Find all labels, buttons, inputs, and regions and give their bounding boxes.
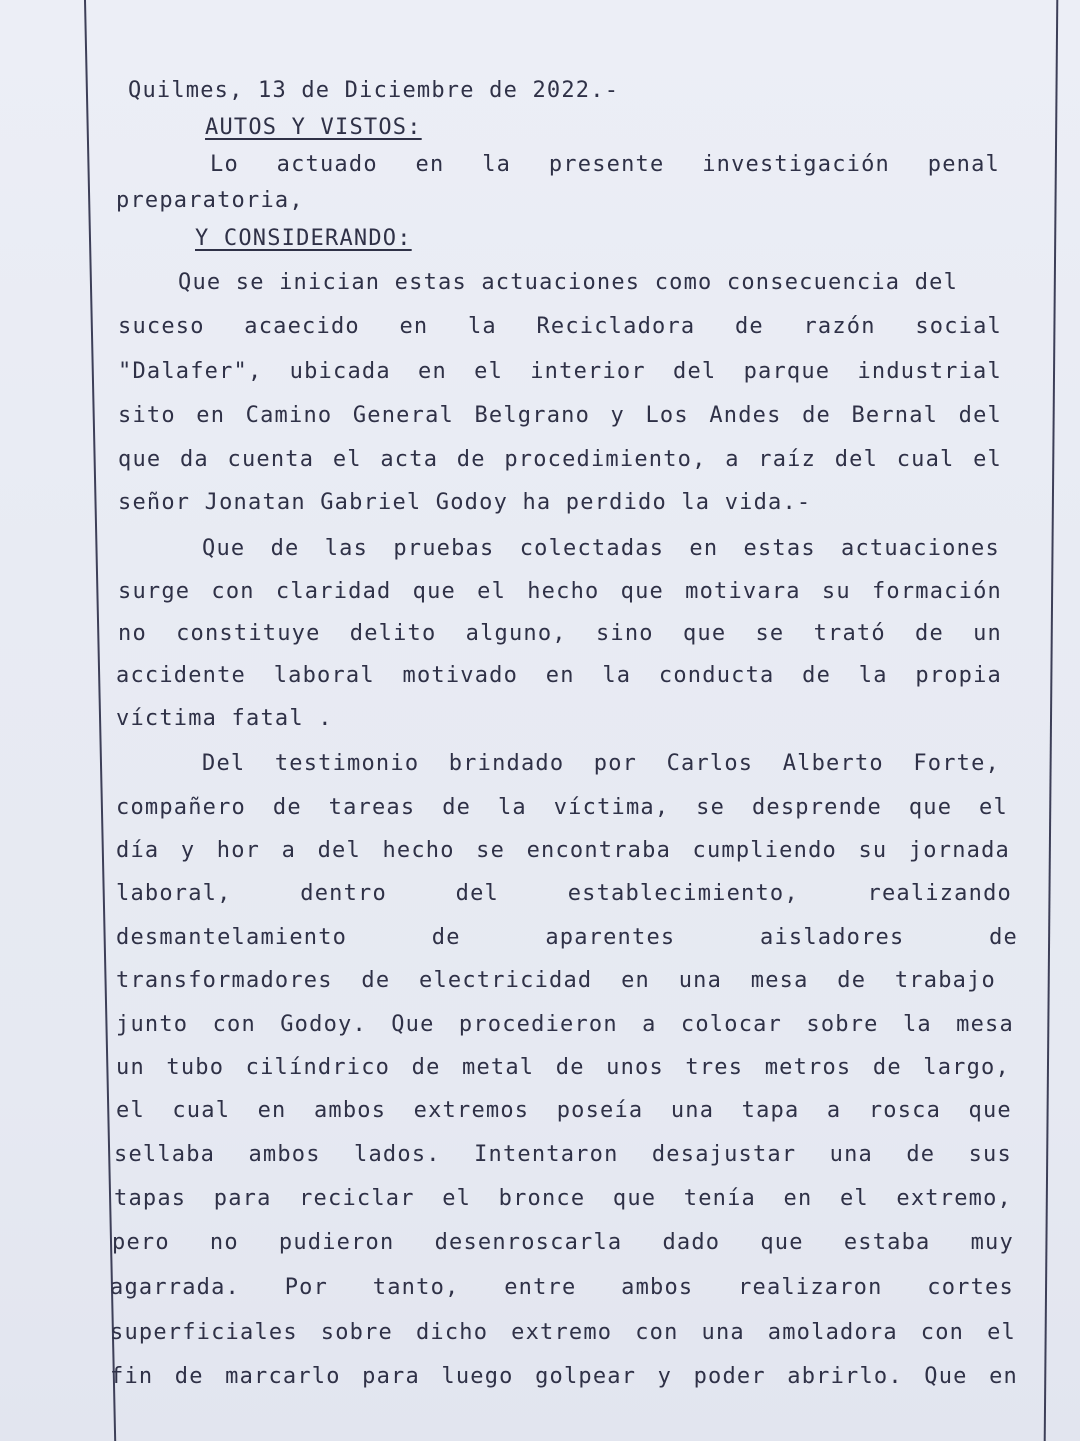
body-line: desmantelamiento de aparentes aisladores de xyxy=(116,925,1018,950)
body-line: suceso acaecido en la Recicladora de razón social xyxy=(118,314,1002,339)
intro-line xyxy=(210,152,1000,177)
word: la xyxy=(482,152,512,177)
body-line: no constituye delito alguno, sino que se trató de un xyxy=(118,621,1002,646)
word: en xyxy=(415,152,445,177)
word: actuado xyxy=(276,152,378,177)
body-line: un tubo cilíndrico de metal de unos tres metros de largo, xyxy=(116,1055,1010,1080)
date-line: Quilmes, 13 de Diciembre de 2022.- xyxy=(128,78,620,103)
word: presente xyxy=(548,152,665,177)
right-margin-line xyxy=(1044,0,1059,1441)
body-line: señor Jonatan Gabriel Godoy ha perdido la vida.- xyxy=(118,490,812,515)
body-line: Que se inician estas actuaciones como consecuencia del xyxy=(178,270,959,295)
body-line: junto con Godoy. Que procedieron a colocar sobre la mesa xyxy=(116,1012,1014,1037)
body-line: transformadores de electricidad en una mesa de trabajo xyxy=(116,968,996,993)
body-line: tapas para reciclar el bronce que tenía en el extremo, xyxy=(114,1186,1012,1211)
body-line: Del testimonio brindado por Carlos Alberto Forte, xyxy=(202,751,1000,776)
body-line: sellaba ambos lados. Intentaron desajustar una de sus xyxy=(114,1142,1012,1167)
left-margin-line xyxy=(60,0,116,1441)
body-line: que da cuenta el acta de procedimiento, a raíz del cual el xyxy=(118,447,1002,472)
body-line: accidente laboral motivado en la conducta de la propia xyxy=(116,663,1002,688)
body-line: víctima fatal . xyxy=(116,706,333,731)
body-line: compañero de tareas de la víctima, se desprende que el xyxy=(116,795,1008,820)
body-line: sito en Camino General Belgrano y Los Andes de Bernal del xyxy=(118,403,1002,428)
word: investigación xyxy=(702,152,890,177)
word: penal xyxy=(927,152,1000,177)
body-line: Que de las pruebas colectadas en estas actuaciones xyxy=(202,536,1000,561)
heading-autos-y-vistos: AUTOS Y VISTOS: xyxy=(205,115,422,140)
body-line: surge con claridad que el hecho que motivara su formación xyxy=(118,579,1002,604)
body-line: laboral, dentro del establecimiento, realizando xyxy=(116,881,1012,906)
heading-y-considerando: Y CONSIDERANDO: xyxy=(195,226,412,251)
body-line: pero no pudieron desenroscarla dado que estaba muy xyxy=(112,1230,1014,1255)
body-line: agarrada. Por tanto, entre ambos realizaron cortes xyxy=(110,1275,1014,1300)
body-line: "Dalafer", ubicada en el interior del parque industrial xyxy=(118,359,1002,384)
body-line: superficiales sobre dicho extremo con una amoladora con el xyxy=(110,1320,1016,1345)
body-line: fin de marcarlo para luego golpear y poder abrirlo. Que en xyxy=(110,1364,1018,1389)
word: Lo xyxy=(210,152,239,177)
body-line: día y hor a del hecho se encontraba cumpliendo su jornada xyxy=(116,838,1010,863)
intro-tail: preparatoria, xyxy=(116,188,304,213)
body-line: el cual en ambos extremos poseía una tapa a rosca que xyxy=(116,1098,1012,1123)
